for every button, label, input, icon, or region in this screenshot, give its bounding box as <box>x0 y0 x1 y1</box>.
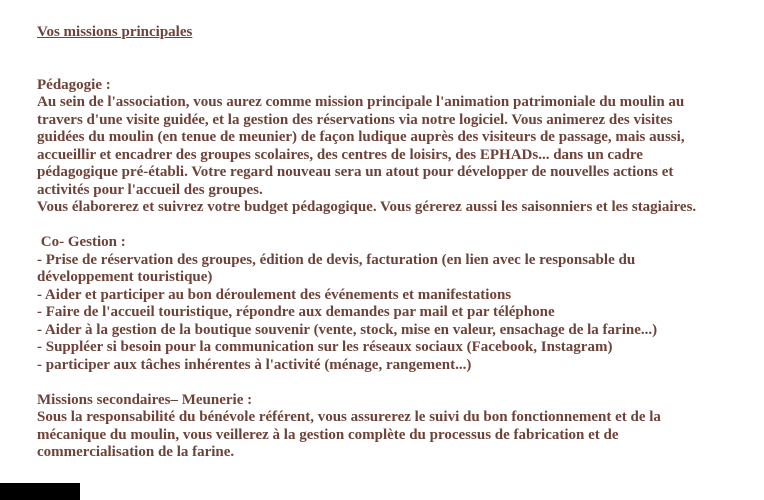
document-line: développement touristique) <box>37 269 213 285</box>
document-line: travers d'une visite guidée, et la gestion des réservations via notre logiciel. Vous animerez des visites <box>37 111 673 128</box>
document-line: commercialisation de la farine. <box>37 444 235 460</box>
document-line: Vous élaborerez et suivrez votre budget pédagogique. Vous gérerez aussi les saisonniers et les stagiaires. <box>37 199 697 215</box>
document-line: guidées du moulin (en tenue de meunier) de façon ludique auprès des visiteurs de passage, mais aussi, <box>37 129 685 145</box>
document-line: - Aider à la gestion de la boutique souvenir (vente, stock, mise en valeur, ensachage de la farine...) <box>37 321 658 338</box>
document-line: activités pour l'accueil des groupes. <box>37 181 263 198</box>
clipped-underlined-heading: Vos missions principales <box>37 24 193 40</box>
document-line: accueillir et encadrer des groupes scolaires, des centres de loisirs, des EPHADs... dans un cadre <box>37 146 643 163</box>
document-line: Missions secondaires– Meunerie : <box>37 391 253 408</box>
document-line: - Prise de réservation des groupes, édition de devis, facturation (en lien avec le responsable du <box>37 251 636 268</box>
document-line: Au sein de l'association, vous aurez comme mission principale l'animation patrimoniale du moulin au <box>37 94 685 110</box>
document-line: Sous la responsabilité du bénévole référent, vous assurerez le suivi du bon fonctionnement et de la <box>37 409 661 425</box>
document-line: - participer aux tâches inhérentes à l'activité (ménage, rangement...) <box>37 356 472 373</box>
document-lines <box>37 77 764 462</box>
document-line: Co- Gestion : <box>37 234 126 250</box>
document-line: - Suppléer si besoin pour la communication sur les réseaux sociaux (Facebook, Instagram) <box>37 339 613 355</box>
document-line: mécanique du moulin, vous veillerez à la gestion complète du processus de fabrication et de <box>37 426 619 443</box>
document-line: - Aider et participer au bon déroulement des événements et manifestations <box>37 286 512 303</box>
document-line <box>37 374 764 392</box>
document-line: pédagogique pré-établi. Votre regard nouveau sera un atout pour développer de nouvelles actions et <box>37 164 674 180</box>
document-line <box>37 217 764 235</box>
bottom-left-black-bar <box>0 483 80 500</box>
job-description-text <box>37 0 764 479</box>
document-line: - Faire de l'accueil touristique, répondre aux demandes par mail et par téléphone <box>37 304 555 320</box>
document-line: Pédagogie : <box>37 76 111 93</box>
